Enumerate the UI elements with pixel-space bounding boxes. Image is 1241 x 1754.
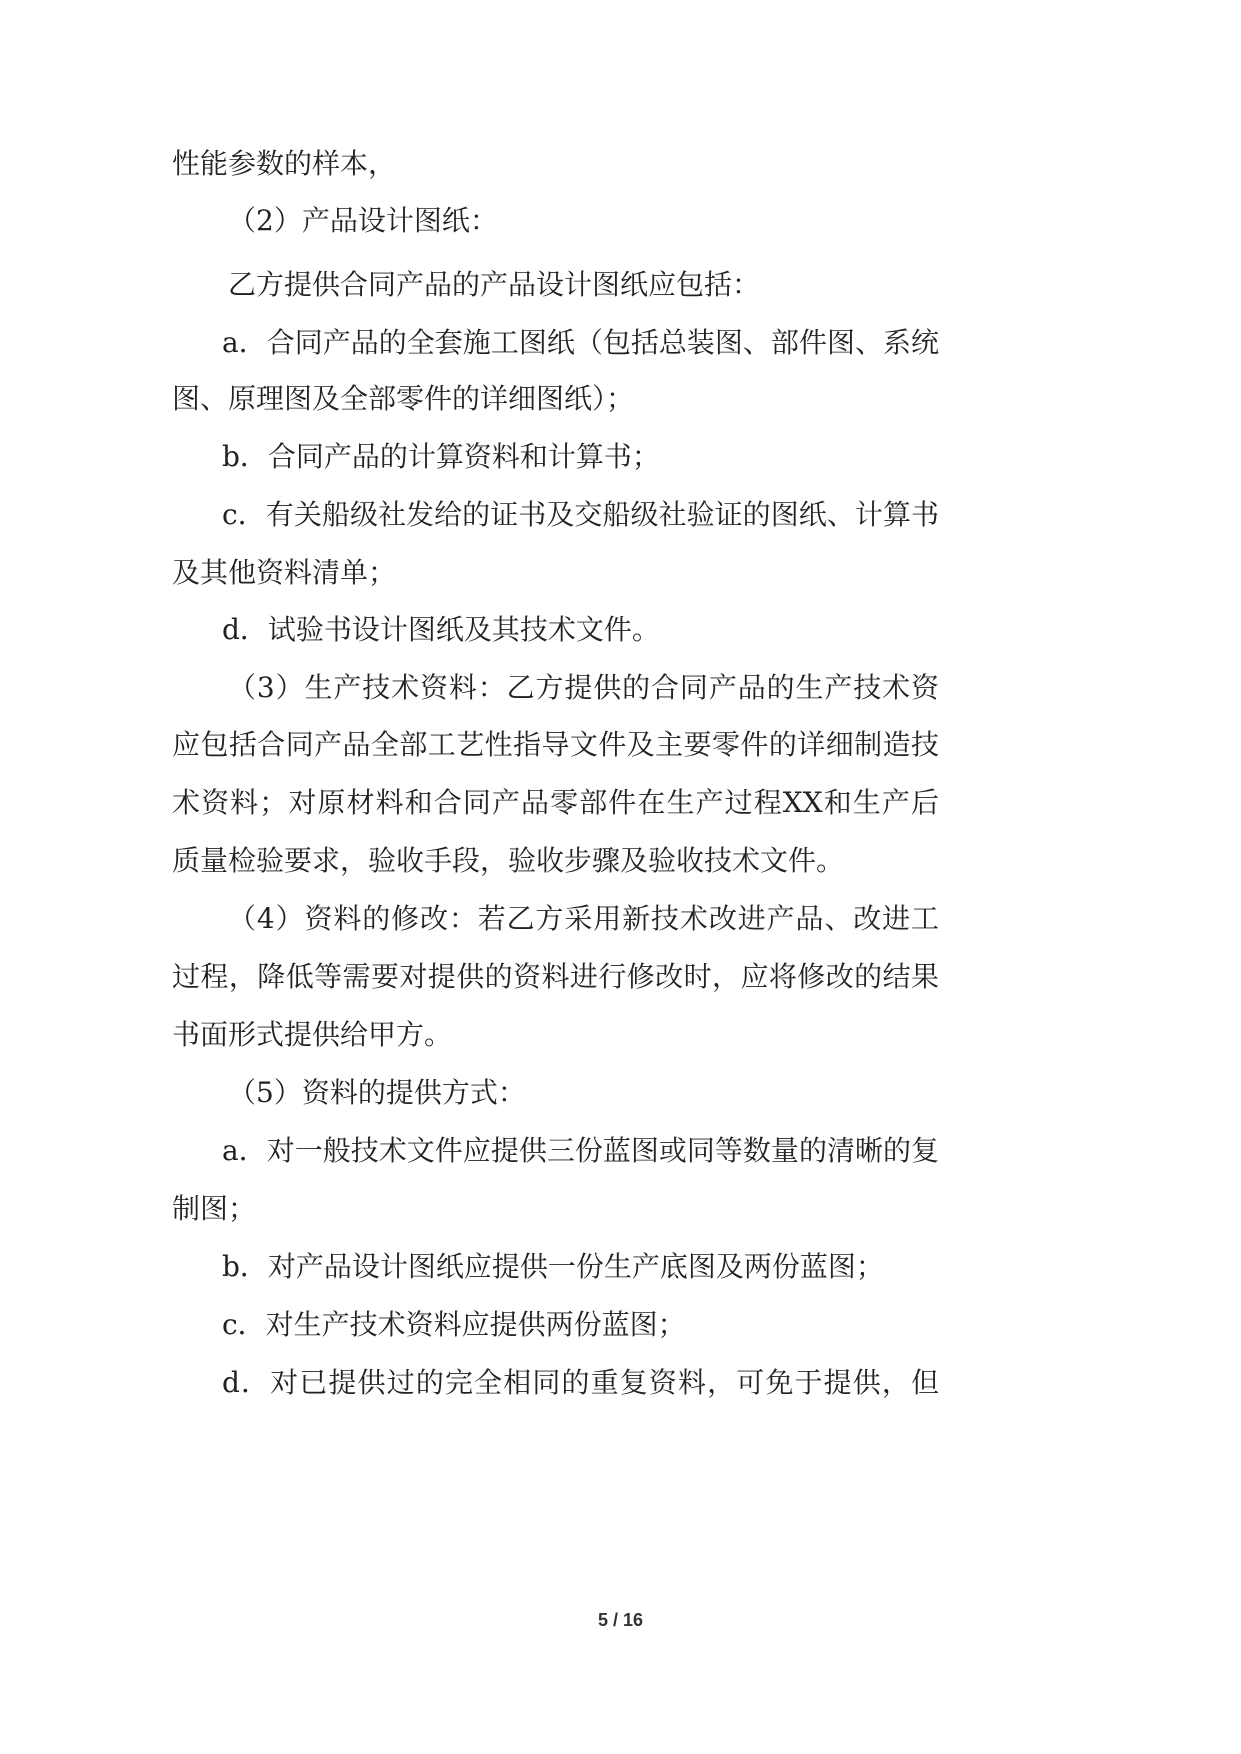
section-heading: （2）产品设计图纸：: [228, 204, 498, 237]
text-line: 图、原理图及全部零件的详细图纸）；: [172, 382, 635, 415]
text-line: 制图；: [172, 1192, 257, 1225]
text-line: 及其他资料清单；: [172, 556, 397, 589]
list-item: a．对一般技术文件应提供三份蓝图或同等数量的清晰的复: [222, 1134, 939, 1167]
list-item: c．有关船级社发给的证书及交船级社验证的图纸、计算书: [222, 498, 939, 531]
section-heading: （5）资料的提供方式：: [228, 1076, 526, 1109]
section-heading: （4）资料的修改：若乙方采用新技术改进产品、改进工: [228, 902, 939, 935]
text-line: 质量检验要求，验收手段，验收步骤及验收技术文件。: [172, 844, 845, 877]
text-line: 性能参数的样本，: [172, 147, 397, 180]
list-item: b．对产品设计图纸应提供一份生产底图及两份蓝图；: [222, 1250, 884, 1283]
text-line: 过程，降低等需要对提供的资料进行修改时，应将修改的结果: [172, 960, 939, 993]
list-item: d．对已提供过的完全相同的重复资料，可免于提供，但: [222, 1366, 939, 1399]
text-line: 术资料；对原材料和合同产品零部件在生产过程XX和生产后: [172, 786, 939, 819]
list-item: a．合同产品的全套施工图纸（包括总装图、部件图、系统: [222, 326, 939, 359]
page-number: 5 / 16: [597, 1610, 644, 1630]
list-item: b．合同产品的计算资料和计算书；: [222, 440, 660, 473]
list-item: c．对生产技术资料应提供两份蓝图；: [222, 1308, 686, 1341]
text-line: 书面形式提供给甲方。: [172, 1018, 453, 1051]
list-item: d．试验书设计图纸及其技术文件。: [222, 613, 660, 646]
text-line: 乙方提供合同产品的产品设计图纸应包括：: [228, 268, 761, 301]
section-heading: （3）生产技术资料：乙方提供的合同产品的生产技术资: [228, 671, 939, 704]
text-line: 应包括合同产品全部工艺性指导文件及主要零件的详细制造技: [172, 728, 939, 761]
